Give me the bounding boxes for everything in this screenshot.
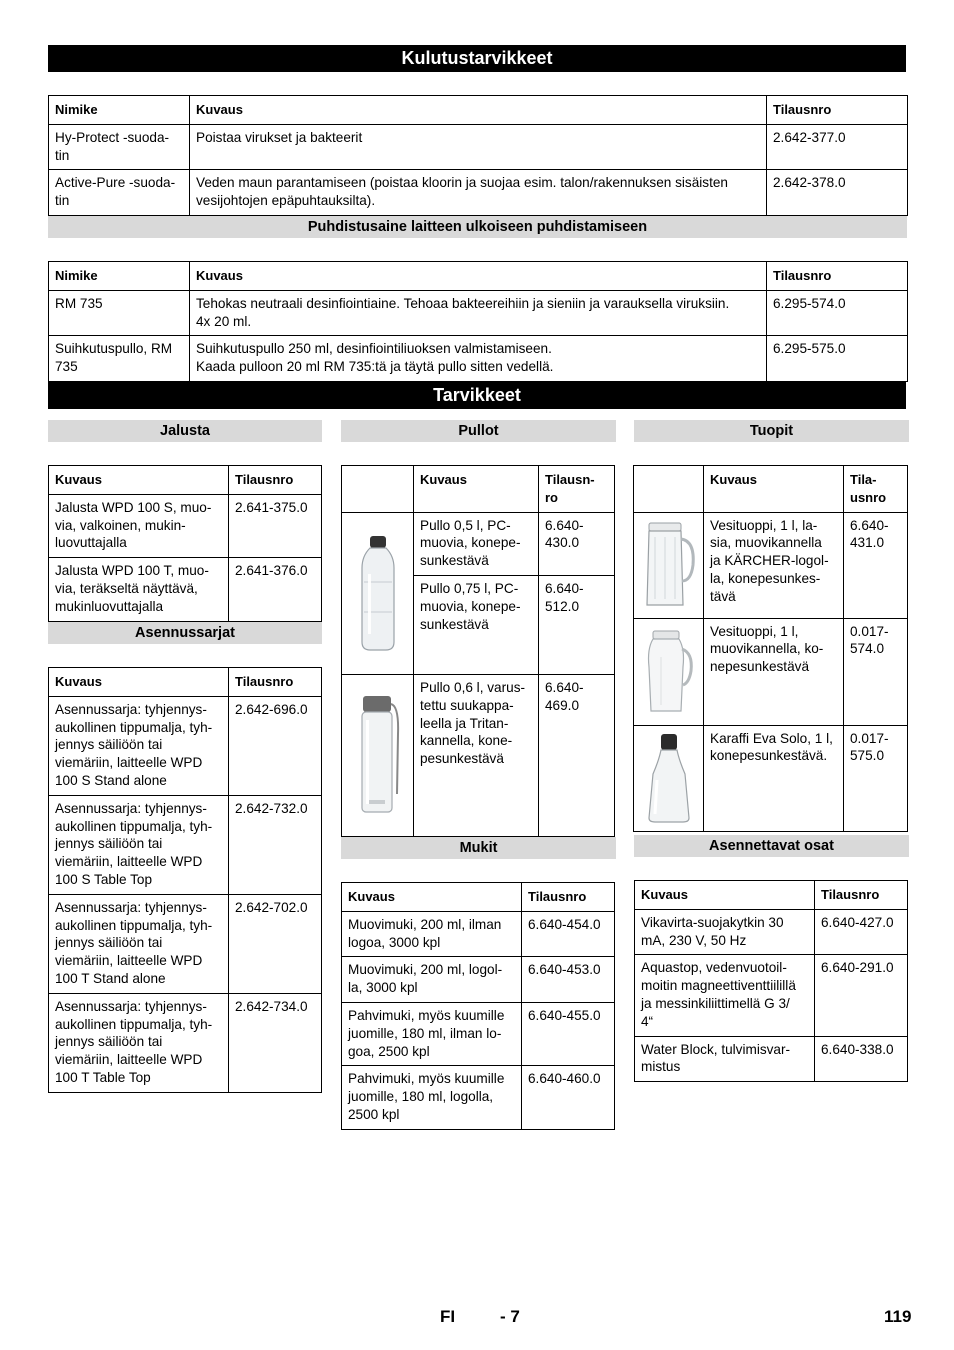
column-header: Kuvaus (49, 466, 229, 495)
table-header-row (342, 883, 615, 912)
table-row (49, 336, 908, 382)
item-description: Pahvimuki, myös kuumille juomille, 180 ml, ilman lo- goa, 2500 kpl (342, 1002, 522, 1065)
item-description: Vesituoppi, 1 l, muovikannella, ko- nepesunkestävä (704, 618, 844, 725)
order-number: 2.642-377.0 (767, 124, 908, 170)
item-description: Asennussarja: tyhjennys- aukollinen tippumalja, tyh- jennys säiliöön tai viemäriin, laitteelle WPD 100 S Table Top (49, 795, 229, 894)
column-header-image (634, 466, 704, 513)
column-header: Tilausn- ro (539, 466, 615, 513)
footer-page-ref-text: - 7 (500, 1307, 520, 1326)
jugs-table (633, 465, 908, 832)
order-number: 2.641-375.0 (229, 494, 322, 557)
item-description: Poistaa virukset ja bakteerit (190, 124, 767, 170)
column-header: Tilausnro (229, 466, 322, 495)
column-header: Kuvaus (190, 96, 767, 125)
item-name: RM 735 (49, 290, 190, 336)
install-kits-table (48, 667, 322, 1093)
table-row (342, 512, 615, 575)
column-header: Kuvaus (635, 881, 815, 910)
column-header: Kuvaus (342, 883, 522, 912)
item-description: Water Block, tulvimisvar- mistus (635, 1036, 815, 1082)
item-description: Vikavirta-suojakytkin 30 mA, 230 V, 50 Hz (635, 909, 815, 955)
subsection-title-bottles: Pullot (341, 420, 616, 442)
table-row (49, 170, 908, 216)
table-row (342, 1066, 615, 1129)
cleaning-table (48, 261, 908, 382)
glass-jug-image (634, 512, 704, 618)
order-number: 2.642-732.0 (229, 795, 322, 894)
bottle-pc-image (342, 512, 414, 674)
table-header-row (49, 668, 322, 697)
item-description: Vesituoppi, 1 l, la- sia, muovikannella ja KÄRCHER-logol- la, konepesunkes- tävä (704, 512, 844, 618)
order-number: 6.640- 512.0 (539, 575, 615, 674)
order-number: 6.640-460.0 (522, 1066, 615, 1129)
item-name: Suihkutuspullo, RM 735 (49, 336, 190, 382)
bottle-tritan-image (342, 674, 414, 836)
parts-table (634, 880, 908, 1082)
plastic-jug-image (634, 618, 704, 725)
column-header: Kuvaus (704, 466, 844, 513)
item-description: Muovimuki, 200 ml, ilman logoa, 3000 kpl (342, 911, 522, 957)
subsection-title-cups: Mukit (341, 837, 616, 859)
item-description: Asennussarja: tyhjennys- aukollinen tippumalja, tyh- jennys säiliöön tai viemäriin, laitteelle WPD 100 T Stand alone (49, 894, 229, 993)
order-number: 0.017- 575.0 (844, 725, 908, 831)
item-description: Pahvimuki, myös kuumille juomille, 180 ml, logolla, 2500 kpl (342, 1066, 522, 1129)
table-row (49, 696, 322, 795)
item-description: Suihkutuspullo 250 ml, desinfiointiliuoksen valmistamiseen. Kaada pulloon 20 ml RM 735:tä ja täytä pullo sitten vedellä. (190, 336, 767, 382)
subsection-title-install-kits: Asennussarjat (48, 622, 322, 644)
table-row (49, 290, 908, 336)
table-header-row (342, 466, 615, 513)
filters-table (48, 95, 908, 216)
item-description: Muovimuki, 200 ml, logol- la, 3000 kpl (342, 957, 522, 1003)
order-number: 6.640- 431.0 (844, 512, 908, 618)
carafe-image (634, 725, 704, 831)
order-number: 6.640-453.0 (522, 957, 615, 1003)
order-number: 0.017- 574.0 (844, 618, 908, 725)
table-row (342, 911, 615, 957)
column-header: Nimike (49, 262, 190, 291)
column-header: Nimike (49, 96, 190, 125)
order-number: 6.640-427.0 (815, 909, 908, 955)
item-description: Tehokas neutraali desinfiointiaine. Tehoaa bakteereihiin ja sieniin ja varauksella viruksiin. 4x 20 ml. (190, 290, 767, 336)
section-title-accessories: Tarvikkeet (48, 382, 906, 409)
table-row (635, 1036, 908, 1082)
subsection-title-cleaning: Puhdistusaine laitteen ulkoiseen puhdistamiseen (48, 216, 907, 238)
item-name: Active-Pure -suoda- tin (49, 170, 190, 216)
subsection-title-parts: Asennettavat osat (634, 835, 909, 857)
table-header-row (49, 96, 908, 125)
order-number: 2.642-734.0 (229, 993, 322, 1092)
table-row (635, 909, 908, 955)
subsection-title-jugs: Tuopit (634, 420, 909, 442)
stand-table (48, 465, 322, 622)
order-number: 2.642-702.0 (229, 894, 322, 993)
table-row (49, 795, 322, 894)
footer-page-ref (500, 1307, 520, 1327)
subsection-title-stand: Jalusta (48, 420, 322, 442)
item-description: Jalusta WPD 100 S, muo- via, valkoinen, mukin- luovuttajalla (49, 494, 229, 557)
order-number: 2.642-378.0 (767, 170, 908, 216)
item-description: Pullo 0,5 l, PC- muovia, konepe- sunkestävä (414, 512, 539, 575)
table-header-row (49, 262, 908, 291)
bottles-table (341, 465, 615, 837)
item-description: Pullo 0,75 l, PC- muovia, konepe- sunkestävä (414, 575, 539, 674)
order-number: 6.295-574.0 (767, 290, 908, 336)
item-description: Karaffi Eva Solo, 1 l, konepesunkestävä. (704, 725, 844, 831)
cups-table (341, 882, 615, 1130)
table-row (342, 674, 615, 836)
table-header-row (634, 466, 908, 513)
table-row (49, 124, 908, 170)
table-row (634, 512, 908, 618)
column-header: Kuvaus (190, 262, 767, 291)
order-number: 2.642-696.0 (229, 696, 322, 795)
table-row (49, 494, 322, 557)
order-number: 6.640-338.0 (815, 1036, 908, 1082)
column-header-image (342, 466, 414, 513)
section-title-consumables: Kulutustarvikkeet (48, 45, 906, 72)
item-description: Veden maun parantamiseen (poistaa kloorin ja suojaa esim. talon/rakennuksen sisäisten vesijohtojen epäpuhtauksilta). (190, 170, 767, 216)
order-number: 6.295-575.0 (767, 336, 908, 382)
order-number: 6.640-455.0 (522, 1002, 615, 1065)
order-number: 6.640- 430.0 (539, 512, 615, 575)
item-description: Jalusta WPD 100 T, muo- via, teräkseltä näyttävä, mukinluovuttajalla (49, 558, 229, 621)
table-row (49, 894, 322, 993)
item-description: Aquastop, vedenvuotoil- moitin magneettiventtiilillä ja messinkiliittimellä G 3/ 4“ (635, 955, 815, 1036)
order-number: 6.640- 469.0 (539, 674, 615, 836)
table-row (634, 618, 908, 725)
column-header: Tilausnro (815, 881, 908, 910)
table-header-row (49, 466, 322, 495)
item-description: Pullo 0,6 l, varus- tettu suukappa- leella ja Tritan- kannella, kone- pesunkestävä (414, 674, 539, 836)
item-description: Asennussarja: tyhjennys- aukollinen tippumalja, tyh- jennys säiliöön tai viemäriin, laitteelle WPD 100 T Table Top (49, 993, 229, 1092)
table-row (49, 993, 322, 1092)
column-header: Tilausnro (767, 262, 908, 291)
order-number: 2.641-376.0 (229, 558, 322, 621)
column-header: Kuvaus (414, 466, 539, 513)
footer-language: FI (440, 1307, 456, 1326)
table-row (342, 957, 615, 1003)
item-name: Hy-Protect -suoda- tin (49, 124, 190, 170)
column-header: Tila- usnro (844, 466, 908, 513)
table-row (342, 1002, 615, 1065)
item-description: Asennussarja: tyhjennys- aukollinen tippumalja, tyh- jennys säiliöön tai viemäriin, laitteelle WPD 100 S Stand alone (49, 696, 229, 795)
column-header: Tilausnro (229, 668, 322, 697)
footer-page-number: 119 (884, 1307, 912, 1326)
table-row (634, 725, 908, 831)
column-header: Tilausnro (522, 883, 615, 912)
table-header-row (635, 881, 908, 910)
order-number: 6.640-454.0 (522, 911, 615, 957)
table-row (49, 558, 322, 621)
column-header: Tilausnro (767, 96, 908, 125)
table-row (635, 955, 908, 1036)
order-number: 6.640-291.0 (815, 955, 908, 1036)
column-header: Kuvaus (49, 668, 229, 697)
